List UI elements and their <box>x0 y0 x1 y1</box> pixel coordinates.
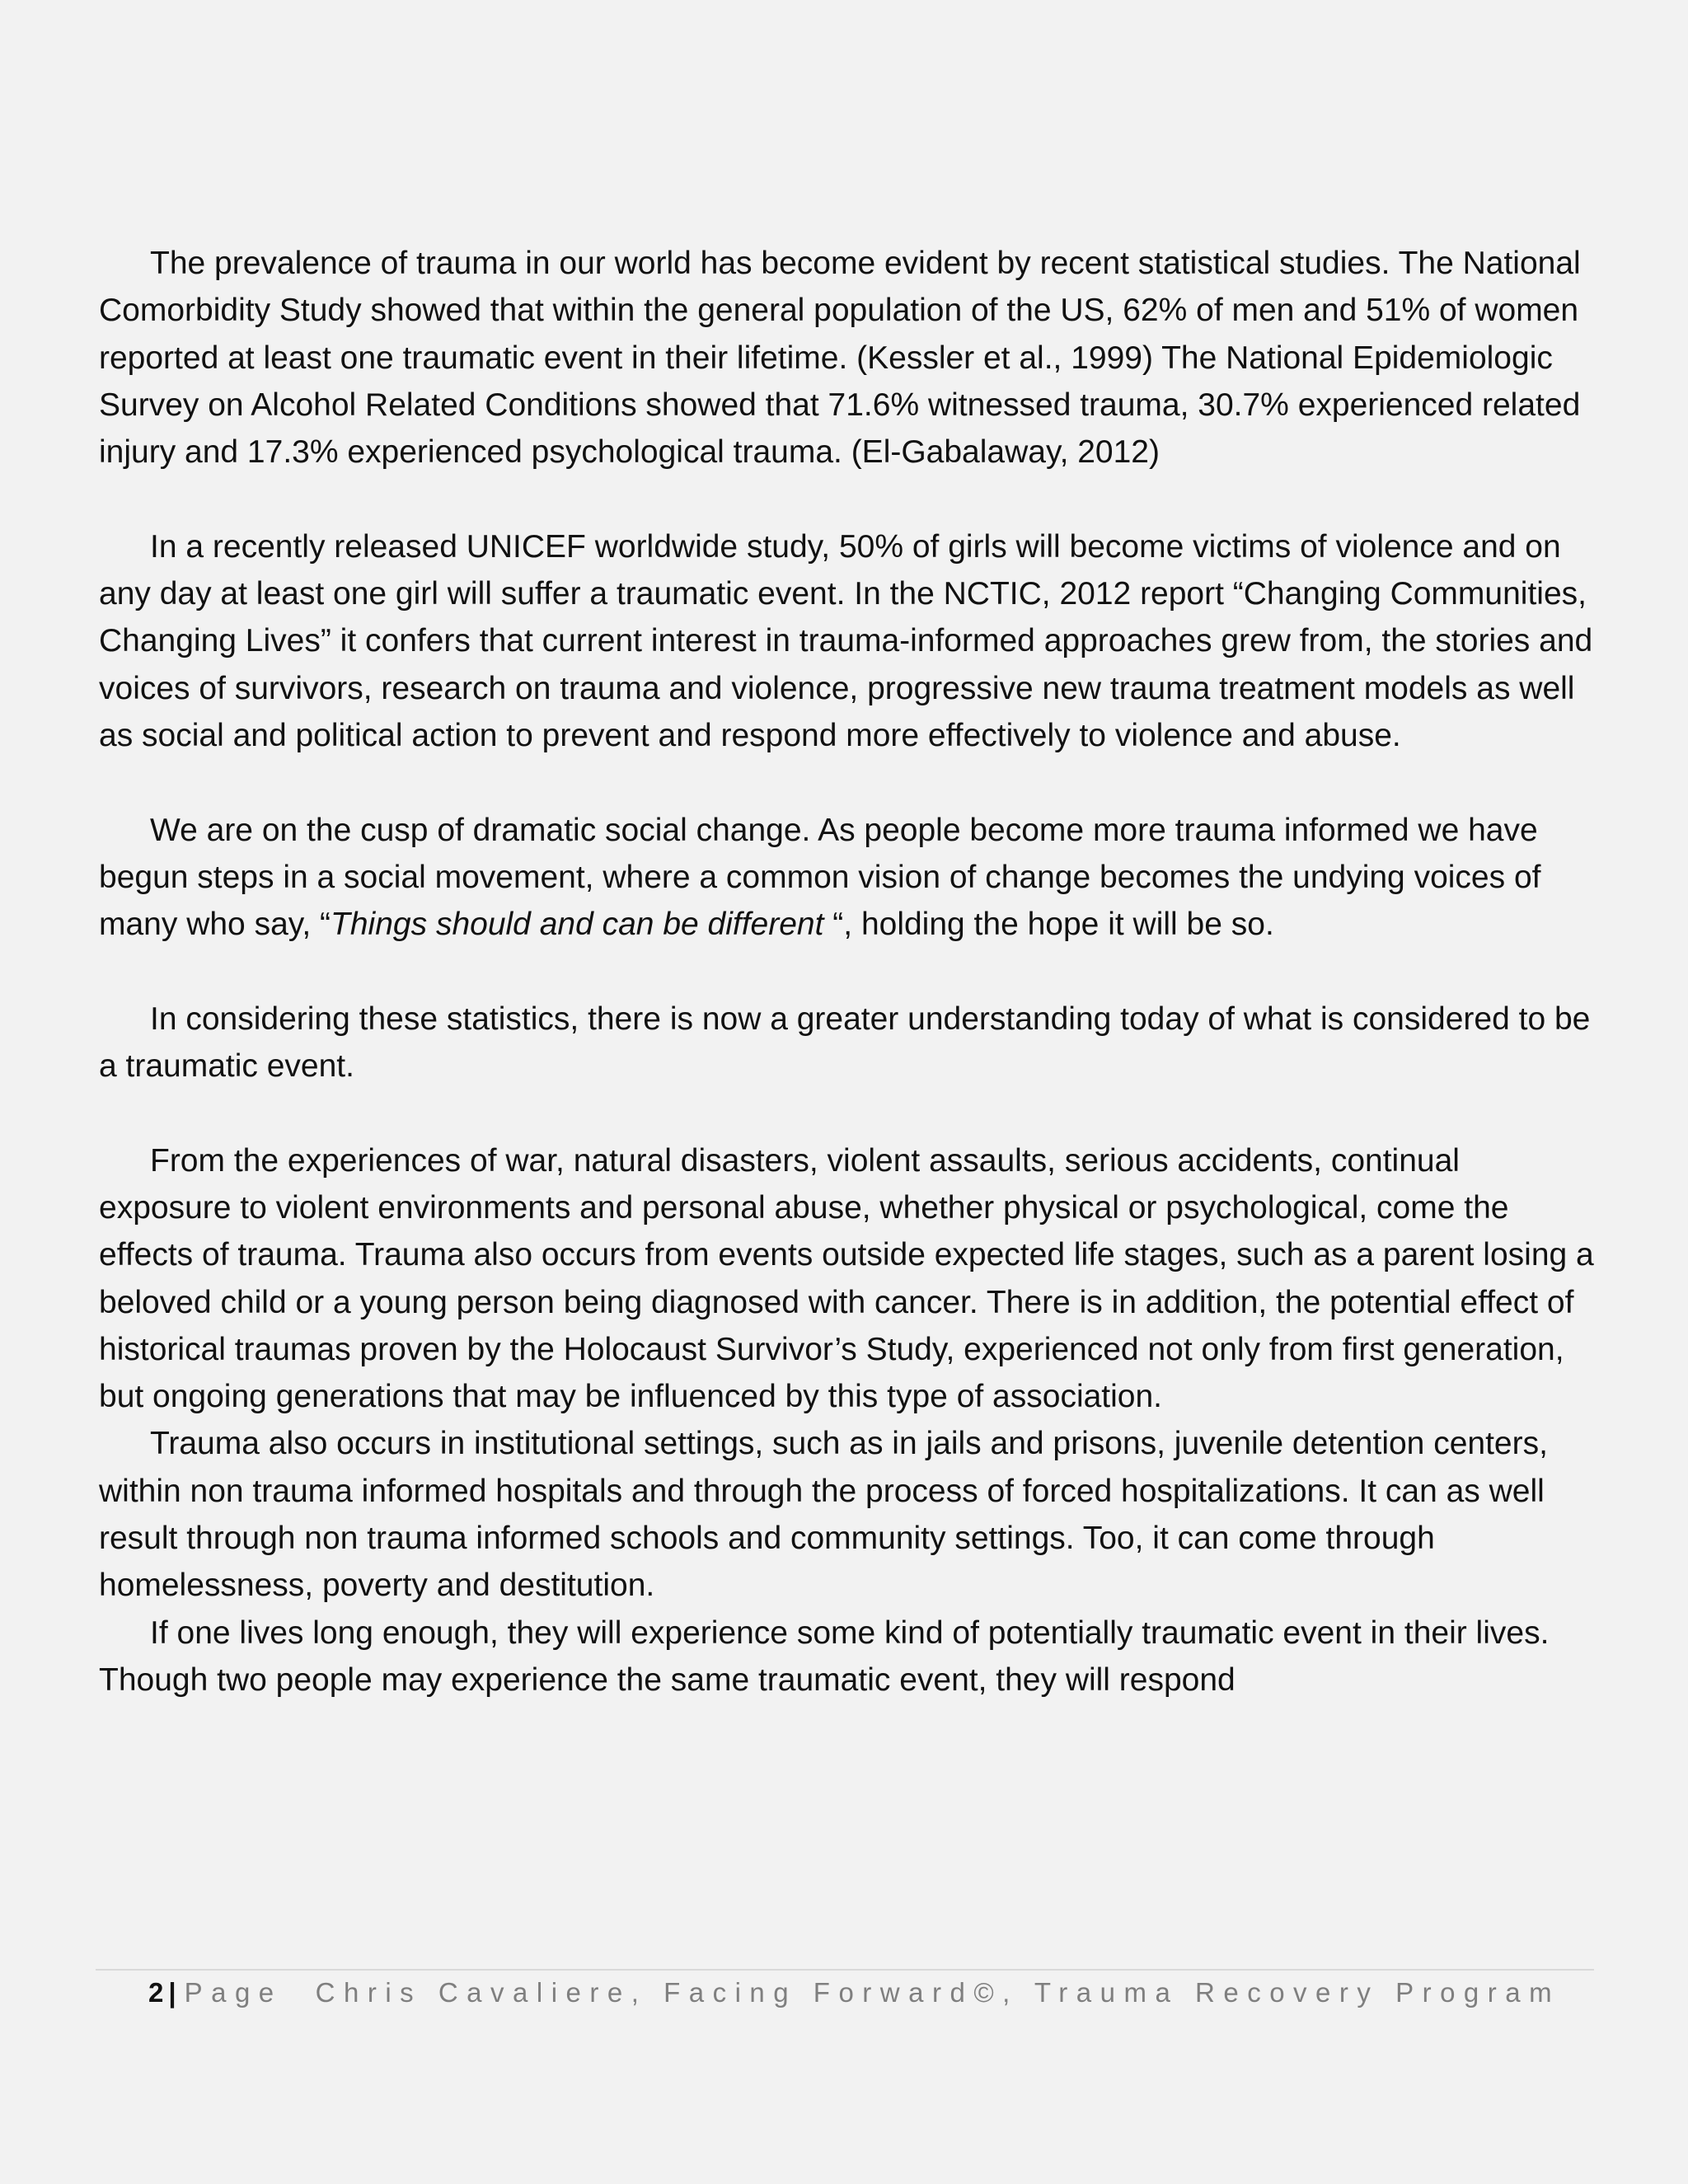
page-footer <box>148 1973 1560 2013</box>
paragraph-potential-traumatic-event: If one lives long enough, they will experience some kind of potentially traumatic event in their lives. Though two people may experience the same traumatic event, they will respond <box>99 1615 1550 1698</box>
footer-divider <box>96 1969 1594 1971</box>
paragraph-trauma-prevalence: The prevalence of trauma in our world has become evident by recent statistical studies. The National Comorbidity Study showed that within the general population of the US, 62% of men and 51% of women reported at least one traumatic event in their lifetime. (Kessler et al., 1999) The National Epidemiologic Survey on Alcohol Related Conditions showed that 71.6% witnessed trauma, 30.7% experienced related injury and 17.3% experienced psychological trauma. (El-Gabalaway, 2012) <box>99 246 1581 471</box>
paragraph-unicef-study: In a recently released UNICEF worldwide study, 50% of girls will become victims of violence and on any day at least one girl will suffer a traumatic event. In the NCTIC, 2012 report “Changing Communities, Changing Lives” it confers that current interest in trauma-informed approaches grew from, the stories and voices of survivors, research on trauma and violence, progressive new trauma treatment models as well as social and political action to prevent and respond more effectively to violence and abuse. <box>99 528 1593 753</box>
social-change-quote: Things should and can be different <box>331 907 824 943</box>
footer-title: Chris Cavaliere, Facing Forward©, Trauma Recovery Program <box>315 1977 1561 2008</box>
paragraph-sources-of-trauma: From the experiences of war, natural disasters, violent assaults, serious accidents, continual exposure to violent environments and personal abuse, whether physical or psychological, come the effects of trauma. Trauma also occurs from events outside expected life stages, such as a parent losing a beloved child or a young person being diagnosed with cancer. There is in addition, the potential effect of historical traumas proven by the Holocaust Survivor’s Study, experienced not only from first generation, but ongoing generations that may be influenced by this type of association. <box>99 1142 1594 1415</box>
social-change-text-after: “, holding the hope it will be so. <box>823 907 1274 943</box>
paragraph-social-change <box>99 807 1599 949</box>
paragraph-statistics-understanding: In considering these statistics, there is now a greater understanding today of what is considered to be a traumatic event. <box>99 1001 1591 1085</box>
social-change-text-before: We are on the cusp of dramatic social change. As people become more trauma informed we have begun steps in a social movement, where a common vision of change becomes the undying voices of many who say, “ <box>99 812 1541 943</box>
page-label: Page <box>184 1977 283 2008</box>
body-text <box>99 240 1599 1704</box>
footer-separator: | <box>168 1977 176 2008</box>
paragraph-institutional-trauma: Trauma also occurs in institutional settings, such as in jails and prisons, juvenile detention centers, within non trauma informed hospitals and through the process of forced hospitalizations. It can as well result through non trauma informed schools and community settings. Too, it can come through homelessness, poverty and destitution. <box>99 1426 1548 1604</box>
page-number: 2 <box>148 1977 164 2008</box>
